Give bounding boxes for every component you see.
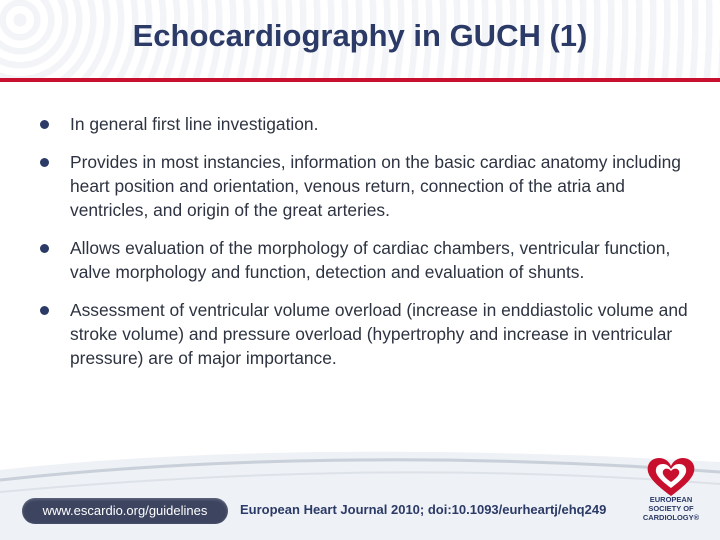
bullet-text: Provides in most instancies, information on the basic cardiac anatomy including heart position and orientation, venous return, connection of the atria and ventricles, and origin of the great arteries. bbox=[70, 152, 681, 220]
bullet-dot-icon bbox=[40, 158, 49, 167]
logo-line: CARDIOLOGY® bbox=[642, 513, 700, 522]
bullet-item bbox=[40, 150, 688, 222]
bullet-dot-icon bbox=[40, 244, 49, 253]
title-divider bbox=[0, 78, 720, 82]
slide-title: Echocardiography in GUCH (1) bbox=[132, 18, 588, 53]
esc-logo-text bbox=[634, 495, 708, 522]
bullet-item bbox=[40, 298, 688, 370]
bullet-text: In general first line investigation. bbox=[70, 114, 319, 134]
bullet-dot-icon bbox=[40, 306, 49, 315]
bullet-dot-icon bbox=[40, 120, 49, 129]
citation-text: European Heart Journal 2010; doi:10.1093/eurheartj/ehq249 bbox=[240, 502, 607, 517]
guidelines-url-text: www.escardio.org/guidelines bbox=[42, 503, 208, 518]
bullet-item bbox=[40, 236, 688, 284]
bullet-item bbox=[40, 112, 688, 136]
bullet-text: Assessment of ventricular volume overload (increase in enddiastolic volume and stroke volume) and pressure overload (hypertrophy and increase in ventricular pressure) are of major importance. bbox=[70, 300, 688, 368]
bullet-text: Allows evaluation of the morphology of cardiac chambers, ventricular function, valve morphology and function, detection and evaluation of shunts. bbox=[70, 238, 671, 282]
guidelines-url-link[interactable] bbox=[22, 498, 228, 524]
footer-wave bbox=[0, 440, 720, 540]
bullet-list bbox=[40, 112, 688, 384]
logo-line: EUROPEAN bbox=[649, 495, 693, 504]
logo-line: SOCIETY OF bbox=[648, 504, 694, 513]
